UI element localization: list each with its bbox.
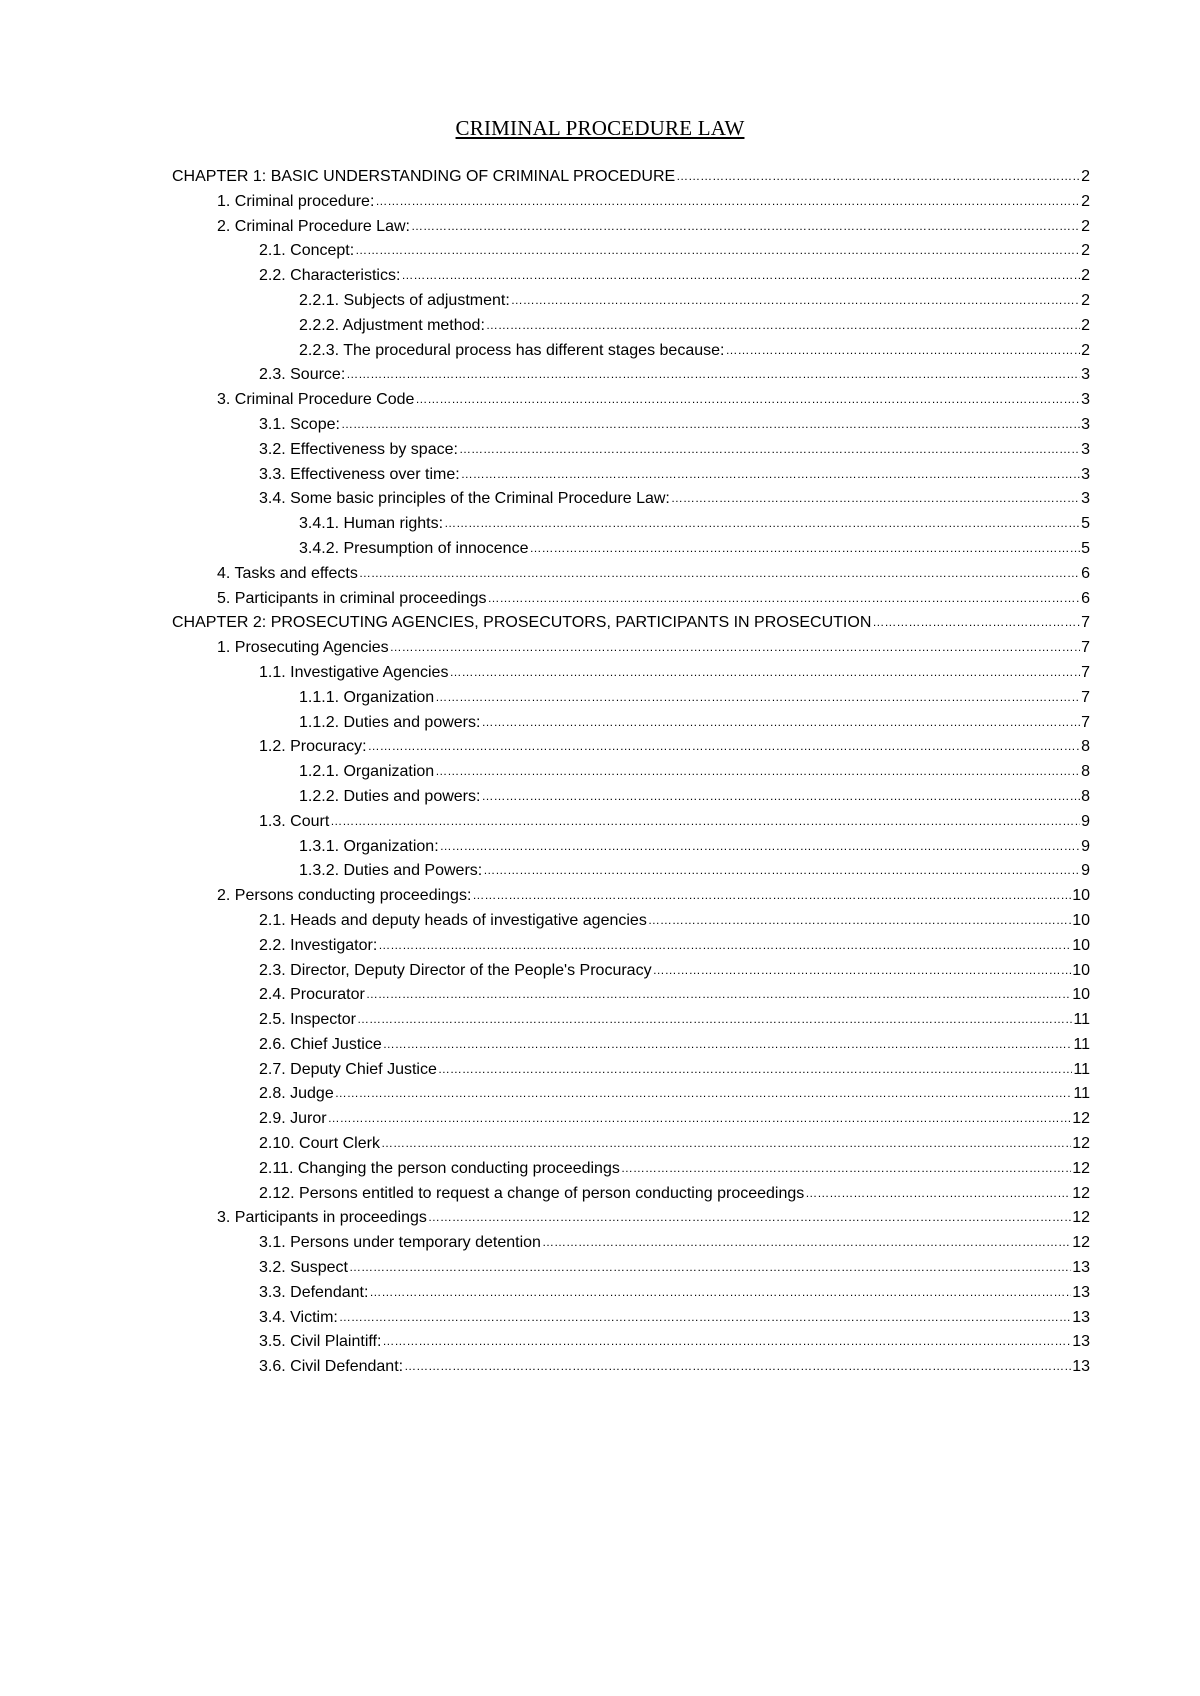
toc-dot-leader	[341, 413, 1080, 437]
toc-entry[interactable]	[172, 835, 1090, 860]
toc-entry[interactable]	[172, 1082, 1090, 1107]
toc-dot-leader	[369, 1281, 1071, 1305]
toc-entry-page-number: 5	[1081, 515, 1090, 533]
toc-entry-title: 3.4. Victim:	[259, 1308, 338, 1326]
toc-dot-leader	[653, 959, 1072, 983]
toc-entry-title: CHAPTER 2: PROSECUTING AGENCIES, PROSECUTORS, PARTICIPANTS IN PROSECUTION	[172, 614, 872, 632]
toc-entry-title: 2.2.2. Adjustment method:	[299, 316, 485, 334]
toc-entry[interactable]	[172, 735, 1090, 760]
toc-entry-title: 1.2.1. Organization	[299, 763, 435, 781]
toc-entry-page-number: 8	[1081, 787, 1090, 805]
toc-entry[interactable]	[172, 562, 1090, 587]
toc-dot-leader	[328, 1107, 1072, 1131]
toc-entry-page-number: 12	[1072, 1209, 1090, 1227]
toc-dot-leader	[481, 785, 1080, 809]
toc-entry-title: 2.7. Deputy Chief Justice	[259, 1060, 437, 1078]
document-title: CRIMINAL PROCEDURE LAW	[455, 116, 745, 140]
toc-entry[interactable]	[172, 711, 1090, 736]
toc-entry-page-number: 2	[1081, 168, 1090, 185]
toc-dot-leader	[428, 1206, 1071, 1230]
toc-entry-title: 4. Tasks and effects	[217, 564, 358, 582]
toc-entry-page-number: 13	[1072, 1283, 1090, 1301]
toc-entry[interactable]	[172, 1008, 1090, 1033]
toc-dot-leader	[481, 711, 1080, 735]
toc-dot-leader	[355, 239, 1080, 263]
toc-entry[interactable]	[172, 537, 1090, 562]
toc-entry-title: 2. Persons conducting proceedings:	[217, 887, 472, 905]
toc-entry-title: 2.3. Source:	[259, 366, 346, 384]
toc-dot-leader	[411, 215, 1080, 239]
toc-entry[interactable]	[172, 1132, 1090, 1157]
toc-entry-page-number: 11	[1073, 1035, 1090, 1053]
toc-entry[interactable]	[172, 959, 1090, 984]
toc-entry[interactable]	[172, 760, 1090, 785]
toc-entry[interactable]	[172, 463, 1090, 488]
toc-entry-title: 3.4.1. Human rights:	[299, 515, 444, 533]
toc-entry-page-number: 2	[1081, 192, 1090, 210]
toc-entry-page-number: 2	[1081, 242, 1090, 260]
toc-entry[interactable]	[172, 1330, 1090, 1355]
toc-entry-title: 1.1. Investigative Agencies	[259, 663, 449, 681]
toc-entry-title: 3.6. Civil Defendant:	[259, 1358, 404, 1376]
toc-entry-page-number: 3	[1081, 465, 1090, 483]
toc-entry-title: 2.10. Court Clerk	[259, 1135, 380, 1153]
toc-dot-leader	[346, 363, 1080, 387]
toc-dot-leader	[511, 289, 1080, 313]
toc-entry-page-number: 7	[1081, 614, 1090, 632]
toc-dot-leader	[529, 537, 1080, 561]
toc-entry-page-number: 12	[1072, 1234, 1090, 1252]
toc-entry[interactable]	[172, 1033, 1090, 1058]
toc-dot-leader	[872, 611, 1080, 635]
toc-entry-page-number: 12	[1072, 1184, 1090, 1202]
toc-entry-title: 2.9. Juror	[259, 1110, 327, 1128]
toc-entry-title: 2.3. Director, Deputy Director of the People's Procuracy	[259, 961, 652, 979]
toc-entry-title: 3. Participants in proceedings	[217, 1209, 427, 1227]
toc-dot-leader	[671, 487, 1080, 511]
toc-entry-page-number: 3	[1081, 366, 1090, 384]
toc-dot-leader	[330, 810, 1080, 834]
toc-dot-leader	[339, 1306, 1071, 1330]
toc-entry-page-number: 3	[1081, 391, 1090, 409]
toc-entry-title: 1.1.1. Organization	[299, 688, 435, 706]
toc-entry-page-number: 5	[1081, 539, 1090, 557]
toc-entry-title: 3.4.2. Presumption of innocence	[299, 539, 529, 557]
toc-dot-leader	[368, 735, 1080, 759]
toc-dot-leader	[472, 884, 1071, 908]
toc-dot-leader	[383, 1033, 1073, 1057]
toc-dot-leader	[366, 983, 1071, 1007]
toc-dot-leader	[435, 686, 1080, 710]
toc-entry[interactable]	[172, 339, 1090, 364]
toc-dot-leader	[542, 1231, 1071, 1255]
toc-entry-title: 3.3. Effectiveness over time:	[259, 465, 460, 483]
toc-entry-title: 3.1. Persons under temporary detention	[259, 1234, 541, 1252]
toc-entry-title: 1.3.1. Organization:	[299, 837, 439, 855]
toc-entry-title: 1. Criminal procedure:	[217, 192, 375, 210]
toc-entry-page-number: 13	[1072, 1333, 1090, 1351]
toc-entry[interactable]	[172, 983, 1090, 1008]
toc-dot-leader	[382, 1330, 1071, 1354]
toc-entry-page-number: 2	[1081, 341, 1090, 359]
toc-entry-page-number: 9	[1081, 837, 1090, 855]
toc-dot-leader	[459, 438, 1080, 462]
toc-entry-page-number: 11	[1073, 1085, 1090, 1103]
table-of-contents	[172, 165, 1090, 1380]
toc-entry[interactable]	[172, 438, 1090, 463]
toc-entry-page-number: 3	[1081, 415, 1090, 433]
toc-entry-title: 2.2. Characteristics:	[259, 267, 401, 285]
toc-entry[interactable]	[172, 512, 1090, 537]
toc-dot-leader	[648, 909, 1071, 933]
toc-entry-title: 3.3. Defendant:	[259, 1283, 369, 1301]
toc-dot-leader	[359, 562, 1080, 586]
toc-entry[interactable]	[172, 289, 1090, 314]
toc-entry-page-number: 12	[1072, 1135, 1090, 1153]
toc-dot-leader	[486, 314, 1080, 338]
toc-dot-leader	[335, 1082, 1073, 1106]
toc-entry-title: 3.1. Scope:	[259, 415, 340, 433]
toc-entry-page-number: 7	[1081, 688, 1090, 706]
toc-entry[interactable]	[172, 1306, 1090, 1331]
toc-dot-leader	[404, 1355, 1071, 1379]
toc-dot-leader	[449, 661, 1080, 685]
toc-entry-page-number: 12	[1072, 1159, 1090, 1177]
toc-entry-title: 2. Criminal Procedure Law:	[217, 217, 410, 235]
toc-entry-title: 2.2.1. Subjects of adjustment:	[299, 291, 510, 309]
toc-entry-title: 2.2.3. The procedural process has different stages because:	[299, 341, 725, 359]
toc-entry[interactable]	[172, 1281, 1090, 1306]
toc-entry-page-number: 6	[1081, 564, 1090, 582]
toc-entry-title: 3. Criminal Procedure Code	[217, 391, 415, 409]
toc-entry[interactable]	[172, 1107, 1090, 1132]
toc-entry-title: 2.4. Procurator	[259, 986, 365, 1004]
toc-entry[interactable]	[172, 934, 1090, 959]
toc-entry[interactable]	[172, 1206, 1090, 1231]
toc-entry-title: 1.3. Court	[259, 812, 330, 830]
toc-entry[interactable]	[172, 909, 1090, 934]
toc-entry-title: 1.1.2. Duties and powers:	[299, 713, 481, 731]
toc-entry[interactable]	[172, 1355, 1090, 1380]
toc-entry-title: 2.12. Persons entitled to request a change of person conducting proceedings	[259, 1184, 805, 1202]
toc-dot-leader	[349, 1256, 1071, 1280]
toc-entry-title: 2.5. Inspector	[259, 1011, 356, 1029]
toc-dot-leader	[461, 463, 1080, 487]
toc-entry-page-number: 6	[1081, 589, 1090, 607]
toc-dot-leader	[483, 859, 1080, 883]
toc-entry[interactable]	[172, 1182, 1090, 1207]
toc-entry-page-number: 10	[1072, 986, 1090, 1004]
toc-entry-page-number: 10	[1072, 911, 1090, 929]
toc-entry[interactable]	[172, 190, 1090, 215]
toc-entry-title: 3.2. Effectiveness by space:	[259, 440, 458, 458]
toc-entry-page-number: 10	[1072, 887, 1090, 905]
toc-dot-leader	[440, 835, 1080, 859]
toc-dot-leader	[438, 1058, 1073, 1082]
toc-dot-leader	[487, 587, 1080, 611]
toc-entry-page-number: 13	[1072, 1308, 1090, 1326]
toc-dot-leader	[725, 339, 1080, 363]
toc-entry[interactable]	[172, 314, 1090, 339]
toc-entry[interactable]	[172, 661, 1090, 686]
toc-entry-page-number: 2	[1081, 291, 1090, 309]
toc-entry-title: 2.8. Judge	[259, 1085, 334, 1103]
toc-entry[interactable]	[172, 1058, 1090, 1083]
toc-entry[interactable]	[172, 636, 1090, 661]
toc-entry[interactable]	[172, 363, 1090, 388]
toc-entry-page-number: 8	[1081, 738, 1090, 756]
toc-entry-page-number: 8	[1081, 763, 1090, 781]
toc-entry[interactable]	[172, 859, 1090, 884]
toc-entry-title: 2.11. Changing the person conducting proceedings	[259, 1159, 620, 1177]
toc-dot-leader	[390, 636, 1080, 660]
toc-entry[interactable]	[172, 239, 1090, 264]
toc-entry-title: 2.1. Heads and deputy heads of investigative agencies	[259, 911, 647, 929]
toc-entry-title: 3.4. Some basic principles of the Criminal Procedure Law:	[259, 490, 670, 508]
toc-entry-page-number: 2	[1081, 267, 1090, 285]
toc-entry-title: 1. Prosecuting Agencies	[217, 639, 389, 657]
toc-entry[interactable]	[172, 884, 1090, 909]
toc-entry[interactable]	[172, 611, 1090, 636]
toc-entry-title: 5. Participants in criminal proceedings	[217, 589, 487, 607]
toc-dot-leader	[435, 760, 1080, 784]
toc-entry[interactable]	[172, 413, 1090, 438]
toc-entry-title: 2.6. Chief Justice	[259, 1035, 382, 1053]
toc-entry[interactable]	[172, 165, 1090, 190]
toc-entry-title: 1.3.2. Duties and Powers:	[299, 862, 483, 880]
toc-entry[interactable]	[172, 1256, 1090, 1281]
toc-entry-title: 1.2.2. Duties and powers:	[299, 787, 481, 805]
toc-entry-page-number: 10	[1072, 936, 1090, 954]
toc-dot-leader	[621, 1157, 1071, 1181]
toc-entry-page-number: 10	[1072, 961, 1090, 979]
toc-entry-page-number: 13	[1072, 1259, 1090, 1277]
toc-entry[interactable]	[172, 487, 1090, 512]
toc-dot-leader	[415, 388, 1080, 412]
toc-entry[interactable]	[172, 810, 1090, 835]
toc-entry-page-number: 13	[1072, 1358, 1090, 1376]
toc-entry-page-number: 12	[1072, 1110, 1090, 1128]
toc-dot-leader	[381, 1132, 1071, 1156]
toc-entry-page-number: 11	[1073, 1011, 1090, 1029]
toc-dot-leader	[357, 1008, 1072, 1032]
toc-entry-page-number: 7	[1081, 663, 1090, 681]
toc-entry[interactable]	[172, 686, 1090, 711]
toc-entry-title: 2.1. Concept:	[259, 242, 355, 260]
toc-entry[interactable]	[172, 587, 1090, 612]
toc-entry-page-number: 11	[1073, 1060, 1090, 1078]
toc-entry-page-number: 7	[1081, 713, 1090, 731]
toc-entry[interactable]	[172, 1231, 1090, 1256]
toc-dot-leader	[805, 1182, 1071, 1206]
toc-entry[interactable]	[172, 1157, 1090, 1182]
toc-entry-page-number: 9	[1081, 862, 1090, 880]
toc-entry[interactable]	[172, 215, 1090, 240]
toc-entry-title: 1.2. Procuracy:	[259, 738, 367, 756]
toc-entry[interactable]	[172, 388, 1090, 413]
toc-dot-leader	[401, 264, 1080, 288]
toc-entry-page-number: 3	[1081, 440, 1090, 458]
toc-entry[interactable]	[172, 785, 1090, 810]
toc-dot-leader	[676, 165, 1080, 189]
toc-entry-title: 3.2. Suspect	[259, 1259, 348, 1277]
toc-entry-title: 2.2. Investigator:	[259, 936, 378, 954]
toc-entry-page-number: 2	[1081, 217, 1090, 235]
toc-entry[interactable]	[172, 264, 1090, 289]
toc-dot-leader	[375, 190, 1080, 214]
toc-entry-page-number: 9	[1081, 812, 1090, 830]
toc-dot-leader	[444, 512, 1080, 536]
toc-entry-page-number: 7	[1081, 639, 1090, 657]
toc-entry-title: CHAPTER 1: BASIC UNDERSTANDING OF CRIMINAL PROCEDURE	[172, 168, 676, 185]
toc-dot-leader	[378, 934, 1071, 958]
toc-entry-page-number: 3	[1081, 490, 1090, 508]
toc-entry-page-number: 2	[1081, 316, 1090, 334]
toc-entry-title: 3.5. Civil Plaintiff:	[259, 1333, 382, 1351]
